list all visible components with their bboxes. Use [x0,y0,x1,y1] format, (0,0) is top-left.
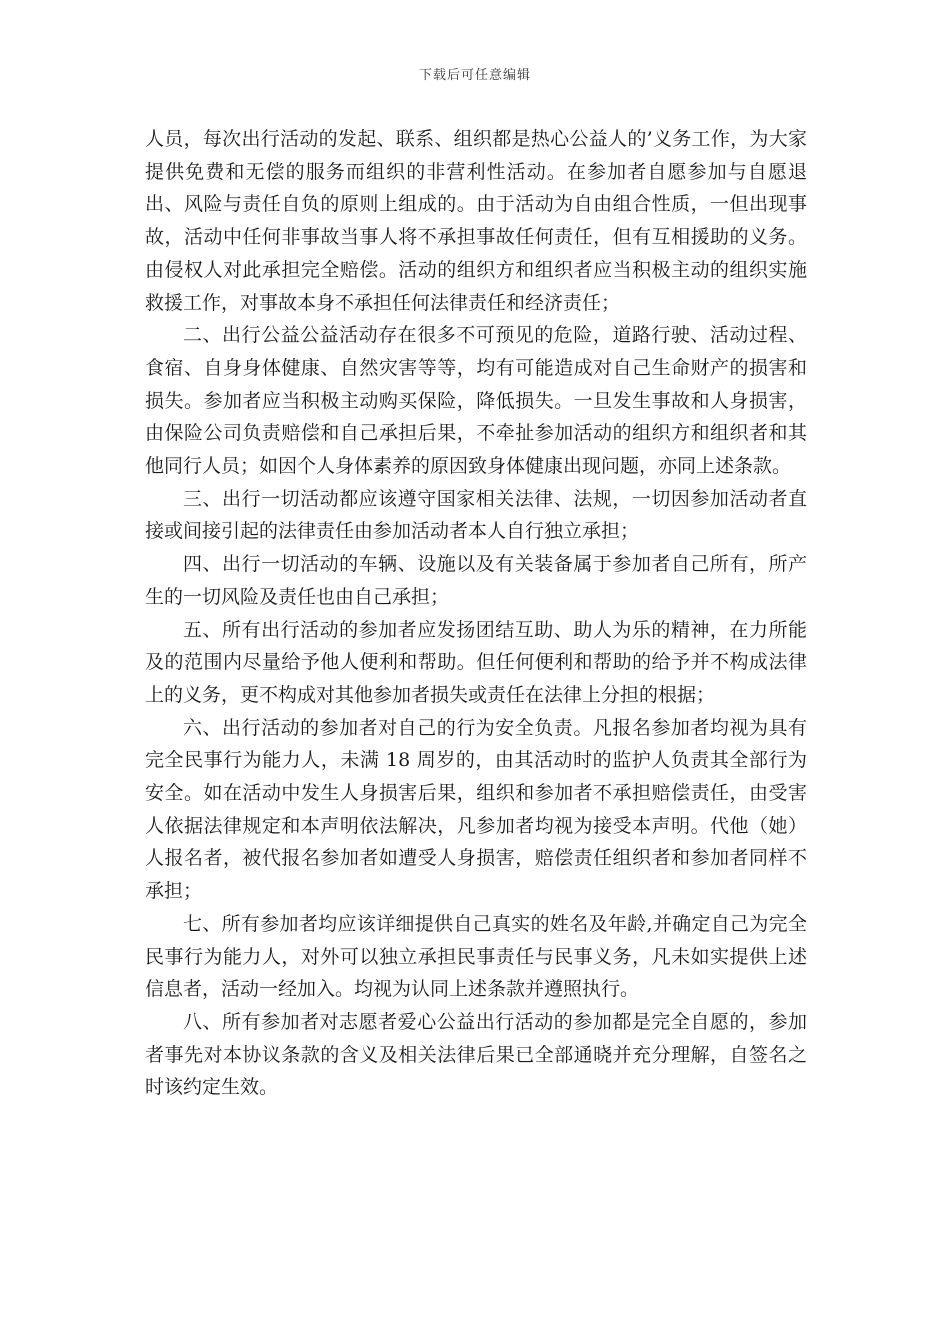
paragraph-clause-4: 四、出行一切活动的车辆、设施以及有关装备属于参加者自己所有，所产生的一切风险及责任也由自己承担； [145,553,807,608]
page-header: 下载后可任意编辑 [418,68,531,83]
paragraph-clause-2: 二、出行公益公益活动存在很多不可预见的危险，道路行驶、活动过程、食宿、自身身体健康、自然灾害等等，均有可能造成对自己生命财产的损害和损失。参加者应当积极主动购买保险，降低损失。一旦发生事故和人身损害，由保险公司负责赔偿和自己承担后果，不牵扯参加活动的组织方和组织者和其他同行人员；如因个人身体素养的原因致身体健康出现问题，亦同上述条款。 [145,324,807,478]
paragraph-intro: 人员，每次出行活动的发起、联系、组织都是热心公益人的’义务工作，为大家提供免费和无偿的服务而组织的非营利性活动。在参加者自愿参加与自愿退出、风险与责任自负的原则上组成的。由于活动为自由组合性质，一但出现事故，活动中任何非事故当事人将不承担事故任何责任，但有互相援助的义务。由侵权人对此承担完全赔偿。活动的组织方和组织者应当积极主动的组织实施救援工作，对事故本身不承担任何法律责任和经济责任； [145,128,807,314]
paragraph-clause-8: 八、所有参加者对志愿者爱心公益出行活动的参加都是完全自愿的，参加者事先对本协议条款的含义及相关法律后果已全部通晓并充分理解，自签名之时该约定生效。 [145,1010,807,1099]
document-body [145,123,807,1104]
paragraph-clause-7: 七、所有参加者均应该详细提供自己真实的姓名及年龄,并确定自己为完全民事行为能力人，对外可以独立承担民事责任与民事义务，凡未如实提供上述信息者，活动一经加入。均视为认同上述条款并遵照执行。 [145,912,807,1001]
paragraph-clause-6: 六、出行活动的参加者对自己的行为安全负责。凡报名参加者均视为具有完全民事行为能力人，未满 18 周岁的，由其活动时的监护人负责其全部行为安全。如在活动中发生人身损害后果，组织和参加者不承担赔偿责任，由受害人依据法律规定和本声明依法解决，凡参加者均视为接受本声明。代他（她）人报名者，被代报名参加者如遭受人身损害，赔偿责任组织者和参加者同样不承担； [145,716,807,903]
paragraph-clause-3: 三、出行一切活动都应该遵守国家相关法律、法规，一切因参加活动者直接或间接引起的法律责任由参加活动者本人自行独立承担； [145,487,807,543]
paragraph-clause-5: 五、所有出行活动的参加者应发扬团结互助、助人为乐的精神，在力所能及的范围内尽量给予他人便利和帮助。但任何便利和帮助的给予并不构成法律上的义务，更不构成对其他参加者损失或责任在法律上分担的根据； [145,618,807,706]
